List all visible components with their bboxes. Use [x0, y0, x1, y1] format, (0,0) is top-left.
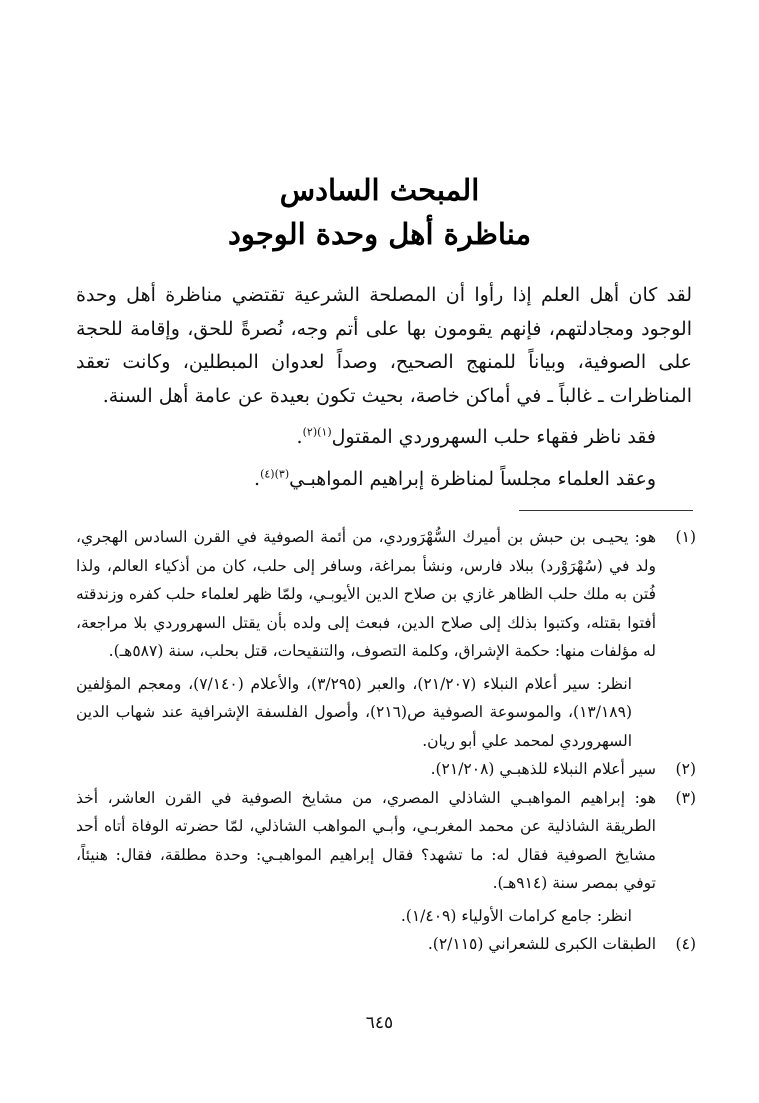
main-line-aleppo-end: .	[296, 426, 303, 448]
footnote-number: (٣)	[675, 788, 696, 807]
main-line-mawahibi	[76, 463, 692, 497]
footnote-number: (٢)	[675, 760, 696, 778]
footnote-ref-3-4: (٣)(٤)	[260, 467, 290, 481]
footnote-text: هو: إبراهيم المواهبـي الشاذلي المصري، من مشايخ الصوفية في القرن العاشر، أخذ الطريقة الشاذلية عن محمد المغربـي، وأبـي المواهب الشاذلي، لمّا حضرته الوفاة أتاه أحد مشايخ الصوفية فقال له: ما تشهد؟ فقال إبراهيم المواهبـي: وحدة مطلقة، فقال: هنيئاً، توفي بمصر سنة (٩١٤هـ).	[76, 788, 656, 892]
footnote-body	[76, 523, 656, 755]
footnote-sources: انظر: سير أعلام النبلاء (٢١/٢٠٧)، والعبر (٣/٢٩٥)، والأعلام (٧/١٤٠)، ومعجم المؤلفين (١٣/١٨٩)، والموسوعة الصوفية ص(٢١٦)، وأصول الفلسفة الإشرافية عند شهاب الدين السهروردي لمحمد علي أبو ريان.	[76, 674, 632, 750]
main-line-aleppo-text: فقد ناظر فقهاء حلب السهروردي المقتول	[331, 426, 656, 448]
footnote-1	[76, 523, 696, 755]
footnote-number: (١)	[675, 528, 696, 546]
footnote-body	[76, 755, 656, 784]
footnote-body	[76, 930, 656, 959]
page-number: ٦٤٥	[365, 1013, 394, 1033]
footnote-3	[76, 784, 696, 931]
footnotes	[76, 523, 696, 959]
main-line-mawahibi-end: .	[254, 467, 261, 490]
footnote-number: (٤)	[675, 935, 696, 953]
footnote-sources: انظر: جامع كرامات الأولياء (١/٤٠٩).	[400, 906, 632, 925]
main-line-mawahibi-text: وعقد العلماء مجلساً لمناظرة إبراهيم المواهبـي	[289, 467, 656, 490]
footnote-2	[76, 755, 696, 784]
footnote-body	[76, 784, 656, 931]
footnote-text: الطبقات الكبرى للشعراني (٢/١١٥).	[427, 935, 656, 953]
footnote-divider	[519, 510, 693, 511]
footnote-text: هو: يحيـى بن حبش بن أميرك السُّهْرَوردي، من أئمة الصوفية في القرن السادس الهجري، ولد في (سُهْرَوْرد) ببلاد فارس، ونشأ بمراغة، وسافر إلى حلب، كان من أذكياء العالم، ولذا فُتن به ملك حلب الظاهر غازي بن صلاح الدين الأيوبـي، ولمّا ظهر لعلماء حلب كفره وزندقته أفتوا بقتله، وكتبوا بذلك إلى صلاح الدين، فبعث إلى ولده بأن يقتل السهروردي بلا مراجعة، له مؤلفات منها: حكمة الإشراق، وكلمة التصوف، والتنقيحات، قتل بحلب، سنة (٥٨٧هـ).	[76, 528, 656, 660]
main-text	[76, 279, 692, 496]
main-paragraph: لقد كان أهل العلم إذا رأوا أن المصلحة الشرعية تقتضي مناظرة أهل وحدة الوجود ومجادلتهم، فإنهم يقومون بها على أتم وجه، نُصرةً للحق، وإقامة للحجة على الصوفية، وبياناً للمنهج الصحيح، وصداً لعدوان المبطلين، وكانت تعقد المناظرات ـ غالباً ـ في أماكن خاصة، بحيث تكون بعيدة عن عامة أهل السنة.	[76, 284, 693, 407]
main-line-aleppo	[76, 421, 692, 455]
footnote-text: سير أعلام النبلاء للذهبـي (٢١/٢٠٨).	[430, 760, 656, 778]
section-headings	[0, 168, 759, 256]
footnote-4	[76, 930, 696, 959]
section-subtitle: مناظرة أهل وحدة الوجود	[227, 217, 532, 251]
section-title: المبحث السادس	[279, 173, 480, 207]
footnote-ref-1-2: (١)(٢)	[302, 425, 332, 439]
